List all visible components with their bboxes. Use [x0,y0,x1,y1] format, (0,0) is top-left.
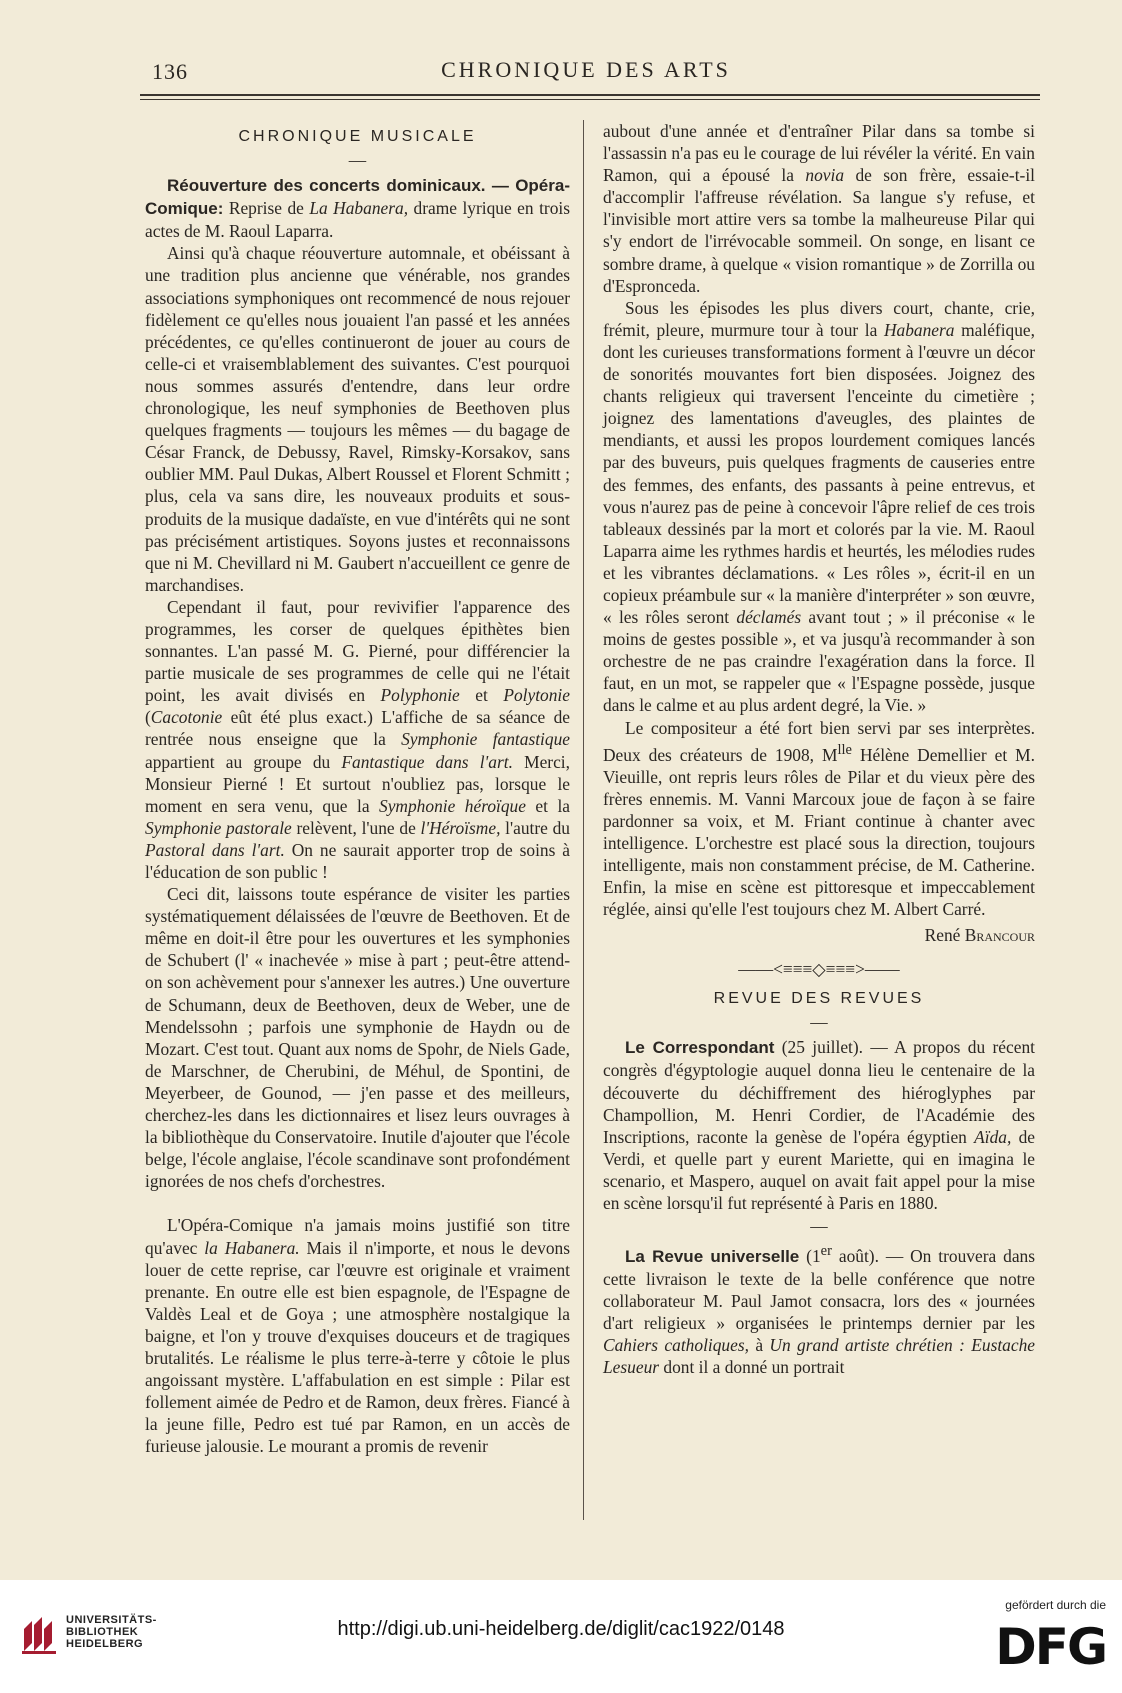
italic-text: Fantastique dans l'art. [341,751,513,772]
paragraph: Ceci dit, laissons toute espérance de visiter les parties systématiquement délaissées de l'œuvre de Beethoven. Et de même en doit-il être pour les ouvertures et les symphonies de Schubert (l' « inachevée » mise à part ; peut-être attend-on son achèvement pour s'annexer les autres.) Une ouverture de Schumann, deux de Beethoven, deux de Weber, une de Mendelssohn ; parfois une symphonie de Haydn ou de Mozart. C'est tout. Quant aux noms de Spohr, de Niels Gade, de Marschner, de Cherubini, de Méhul, de Spontini, de Meyerbeer, de Gounod, — j'en passe et des meilleurs, cherchez-les dans les dictionnaires et lisez leurs ouvrages à la bibliothèque du Conservatoire. Inutile d'ajouter que l'école belge, l'école anglaise, l'école scandinave sont profondément ignorées de nos chefs d'orchestres. [145,884,570,1192]
text: Merci, Monsieur Pierné ! Et surtout n'oubliez pas, lorsque le moment en sera venu, que la [145,751,570,816]
text: ( [145,707,151,728]
heading-italic: La Habanera, [309,198,409,219]
italic-text: Cahiers catholiques, [603,1335,749,1356]
text: appartient au groupe du [145,751,342,772]
italic-text: Pastoral dans l'art. [145,839,285,860]
text: relèvent, l'une de [291,817,421,838]
italic-text: Polytonie [503,685,570,706]
page-header [140,55,1032,85]
text: avant tout ; » il préconise « le moins de gestes possible », et va jusqu'à recommander à son orchestre de ne pas craindre l'exagération dans la force. Il faut, en un mot, se rappeler que « l'Espagne possède, jusque dans le calme et au plus ardent degré, la Vie. » [603,607,1035,716]
heading-text: drame lyrique en trois actes de M. Raoul Laparra. [145,198,570,242]
text: dont il a donné un portrait [659,1357,845,1378]
author-signature [603,924,1035,946]
library-line: UNIVERSITÄTS- [66,1614,157,1626]
library-line: HEIDELBERG [66,1638,144,1650]
italic-text: Un grand artiste chrétien : Eustache Lesueur [603,1335,1035,1378]
text: L'Opéra-Comique n'a jamais moins justifié son titre qu'avec [145,1215,570,1258]
signature-last: Brancour [964,925,1035,946]
text: Mais il n'importe, et nous le devons louer de cette reprise, car l'œuvre est originale et vraiment prenante. En outre elle est bien espagnole, de l'Espagne de Valdès Leal et de Goya ; une atmosphère nostalgique la baigne, et l'on y trouve d'exquises douceurs et de tragiques brutalités. Le réalisme le plus terre-à-terre y côtoie le plus angoissant mystère. L'affabulation en est simple : Pilar est follement aimée de Pedro et de Ramon, deux frères. Fiancé à la jeune fille, Pedro est tué par Ramon, en un accès de furieuse jalousie. Le mourant a promis de revenir [145,1237,570,1457]
italic-text: Symphonie fantastique [401,729,570,750]
review-entry [603,1240,1035,1378]
text: aubout d'une année et d'entraîner Pilar dans sa tombe si l'assassin n'a pas eu le courage de lui révéler la vérité. En vain Ramon, qui a épousé la [603,121,1035,186]
text: Hélène Demellier et M. Vieuille, ont repris leurs rôles de Pilar et du vieux père des frères ennemis. M. Vanni Marcoux joue de façon à se faire pardonner sa voix, et M. Friant continue à chanter avec intelligence. L'orchestre est placé sous la direction, toujours intelligente, mais non constamment précise, de M. Catherine. Enfin, la mise en scène est pittoresque et impeccablement réglée, ainsi qu'elle l'est toujours chez M. Albert Carré. [603,744,1035,920]
library-line: BIBLIOTHEK [66,1626,139,1638]
superscript: er [820,1243,832,1260]
left-column [145,120,570,1457]
permalink-url[interactable]: http://digi.ub.uni-heidelberg.de/diglit/cac1922/0148 [337,1618,785,1640]
text: maléfique, dont les curieuses transformations forment à l'œuvre un décor de sonorités mouvantes fort bien disposées. Joignez des chants religieux qui traversent l'enceinte du cimetière ; joignez des lamentations d'aveugles, des plaintes de mendiants, et aussi les propos lourdement comiques lancés par des buveurs, puis quelques fragments de causeries entre des femmes, des enfants, des passants à peine entrevus, et vous n'aurez pas de peine à concevoir l'âpre relief de ces trois tableaux dessinés par la mort et colorés par la vie. M. Raoul Laparra aime les rythmes hardis et heurtés, les mélodies rudes et les vibrantes déclamations. « Les rôles », écrit-il en un copieux préambule sur « la manière d'interpréter » son œuvre, « les rôles seront [603,319,1035,628]
paragraph [603,717,1035,921]
heading-bold: Réouverture des concerts dominicaux. — Opéra-Comique: [145,176,570,219]
text: eût été plus exact.) L'affiche de sa séance de rentrée nous enseigne que la [145,707,570,750]
running-title: CHRONIQUE DES ARTS [441,57,731,82]
column-divider [583,120,584,1520]
superscript: lle [837,741,852,758]
funding-note: gefördert durch die [1005,1598,1106,1612]
text: Sous les épisodes les plus divers court, chante, crie, frémit, pleure, murmure tour à tour la [603,297,1035,340]
italic-text: Cacotonie [150,707,223,728]
italic-text: Symphonie héroïque [379,795,526,816]
italic-text: l'Héroïsme, [420,817,501,838]
section-dash: — [810,1012,828,1033]
italic-text: la Habanera. [204,1237,300,1258]
text: l'autre du [500,817,571,838]
italic-text: Habanera [883,319,955,340]
text: et [459,685,504,706]
italic-text: Aïda, [974,1126,1012,1147]
paragraph [603,297,1035,717]
right-column [603,120,1035,1378]
article-heading [145,174,570,242]
header-rule-thin [140,99,1040,100]
heading-text: Reprise de [223,198,310,219]
paragraph: Ainsi qu'à chaque réouverture automnale, et obéissant à une tradition plus ancienne que vénérable, nos grandes associations symphoniques ont recommencé de nous rejouer fidèlement ce qu'elles nous jouaient l'an passé et les années précédentes, ce qu'elles continueront de jouer au cours de celle-ci et vraisemblablement des suivantes. C'est pourquoi nous sommes assurés d'entendre, dans leur ordre chronologique, les neuf symphonies de Beethoven plus quelques fragments — toujours les mêmes — du bagage de César Franck, de Debussy, Ravel, Rimsky-Korsakov, sans oublier MM. Paul Dukas, Albert Roussel et Florent Schmitt ; plus, cela va sans dire, les nouveaux produits et sous-produits de la musique dadaïste, en vue d'intérêts qui ne sont pas précisément artistiques. Soyons justes et reconnaissons que ni M. Chevillard ni M. Gaubert n'accueillent ce genre de marchandises. [145,243,570,595]
page-number: 136 [152,59,188,84]
review-entry [603,1036,1035,1214]
paragraph [603,120,1035,297]
ornament-divider: ——<≡≡≡◇≡≡≡>—— [738,959,900,980]
italic-text: déclamés [736,607,802,628]
text: août). — On trouvera dans cette livraison le texte de la belle conférence que notre collaborateur M. Paul Jamot consacra, lors des « journées d'art religieux » organisées le printemps dernier par les [603,1245,1036,1334]
section-title-chronique-musicale: CHRONIQUE MUSICALE [238,128,477,145]
entry-dash: — [810,1216,828,1237]
paragraph [145,596,570,883]
paragraph [145,1214,570,1457]
text: de Verdi, et quelle part y eurent Mariette, qui en imagina le scenario, et Maspero, auquel on avait fait appel pour la mise en scène lorsqu'il fut représenté à Paris en 1880. [603,1126,1036,1214]
text: Cependant il faut, pour revivifier l'apparence des programmes, les corser de quelques épithètes bien sonnantes. L'an passé M. G. Pierné, pour différencier la partie musicale de ses programmes de celle qui ne l'était point, les avait divisés en [145,596,570,706]
text: à [748,1335,770,1356]
signature-first: René [924,925,961,946]
text: de son frère, essaie-t-il d'accomplir l'affreuse révélation. Sa langue s'y refuse, et l'invisible mort attire vers sa tombe la malheureuse Pilar qui s'y endort de l'irrévocable sommeil. On songe, en lisant ce sombre drame, à quelque « vision romantique » de Zorrilla ou d'Espronceda. [603,165,1035,296]
paragraph-gap [145,1192,570,1214]
dfg-logo: DFG [995,1618,1106,1676]
text: (25 juillet). — A propos du récent congrès d'égyptologie auquel donna lieu le centenaire de la découverte du déchiffrement des hiéroglyphes par Champollion, M. Henri Cordier, de l'Académie des Inscriptions, raconte la genèse de l'opéra égyptien [603,1037,1035,1147]
text: Le compositeur a été fort bien servi par ses interprètes. Deux des créateurs de 1908, M [603,717,1035,765]
review-title: La Revue universelle [625,1246,800,1266]
section-title-revue-des-revues: REVUE DES REVUES [713,990,925,1008]
text: (1 [799,1245,821,1266]
review-title: Le Correspondant [625,1038,775,1058]
text: On ne saurait apporter trop de soins à l'éducation de son public ! [145,839,570,882]
italic-text: novia [805,165,845,186]
italic-text: Symphonie pastorale [145,817,292,838]
text: et la [525,795,571,816]
header-rule [140,94,1040,96]
viewer-footer [0,1580,1122,1693]
italic-text: Polyphonie [380,685,460,706]
section-dash: — [348,150,367,171]
